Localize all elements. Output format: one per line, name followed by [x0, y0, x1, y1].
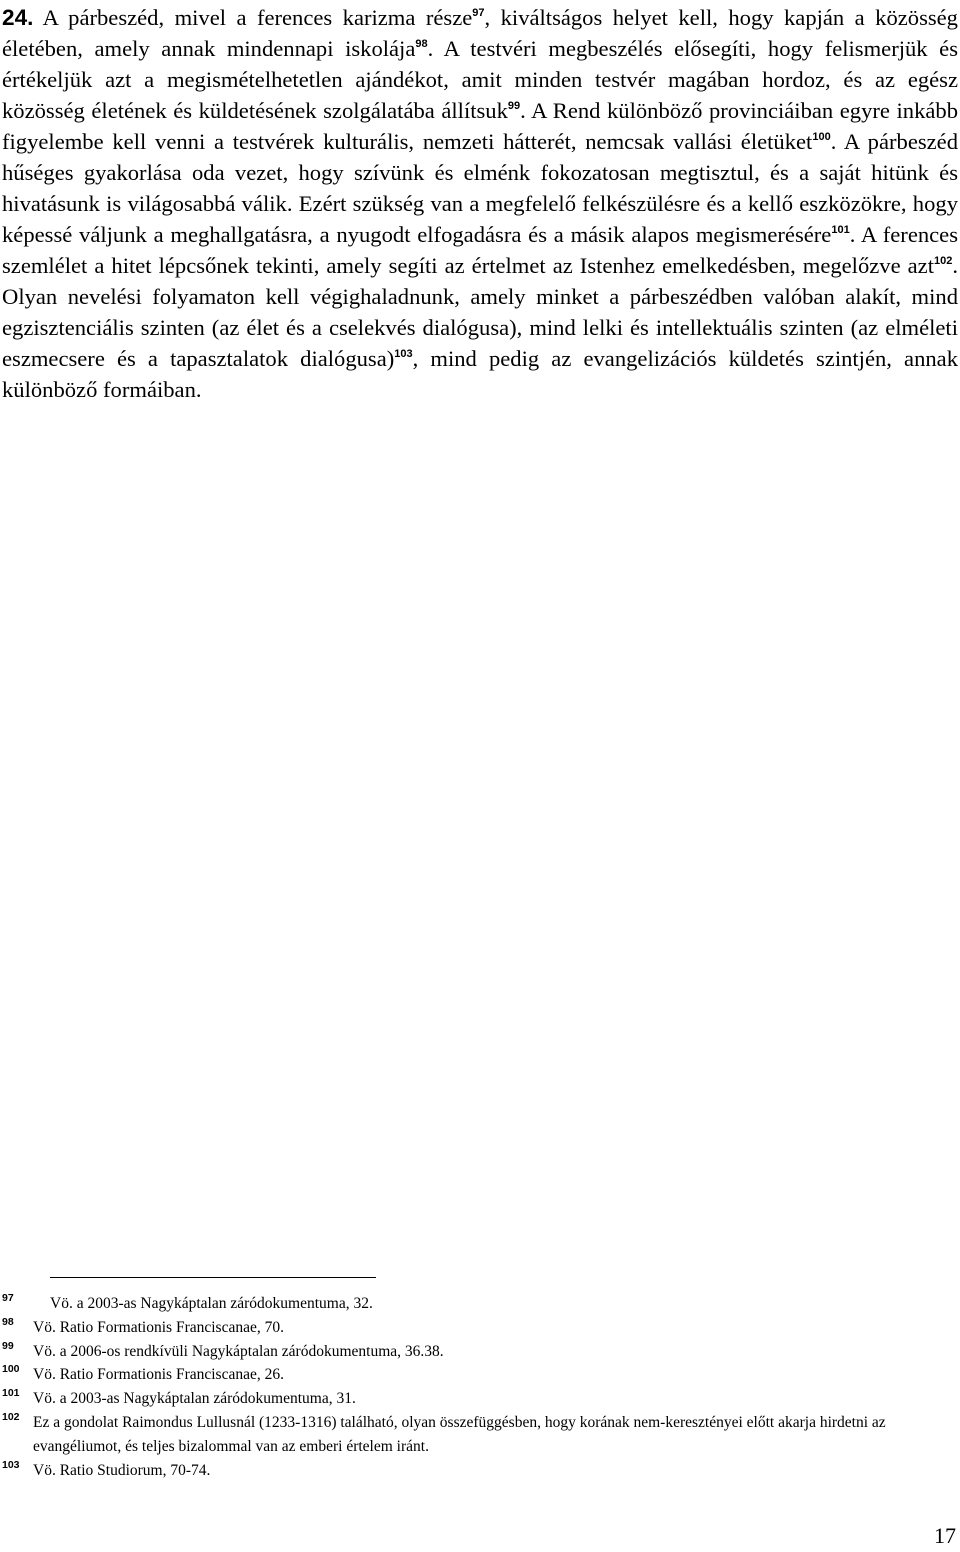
paragraph-text: A párbeszéd, mivel a ferences karizma része — [33, 5, 473, 30]
footnote-number: 100 — [2, 1363, 20, 1376]
footnote-ref-98[interactable]: 98 — [415, 38, 428, 50]
footnote-103 — [2, 1459, 958, 1483]
footnote-text: Ez a gondolat Raimondus Lullusnál (1233-1316) található, olyan összefüggésben, hogy korának nem-keresztényei előtt akarja hirdetni az evangéliumot, és teljes bizalommal van az emberi értelem iránt. — [33, 1413, 886, 1455]
footnote-separator — [50, 1277, 376, 1278]
footnote-ref-100[interactable]: 100 — [812, 131, 831, 143]
footnotes — [2, 1292, 958, 1482]
footnote-ref-102[interactable]: 102 — [933, 255, 953, 267]
paragraph-text: . A párbeszéd hűséges gyakorlása oda vezet, hogy szívünk és elménk fokozatosan megtisztul, és a saját hitünk és hivatásunk is világosabbá válik. Ezért szükség van a megfelelő felkészülésre és a kellő eszközökre, hogy képessé váljunk a meghallgatásra, a nyugodt elfogadásra és a másik alapos megismerésére — [2, 129, 959, 247]
footnote-ref-97[interactable]: 97 — [472, 7, 485, 19]
footnote-ref-101[interactable]: 101 — [831, 224, 850, 236]
footnote-ref-99[interactable]: 99 — [507, 100, 521, 112]
footnote-number: 98 — [2, 1315, 14, 1328]
paragraph-text: , mind pedig az evangelizációs küldetés szintjén, annak különböző formáiban. — [2, 346, 959, 402]
page-number: 17 — [934, 1523, 956, 1548]
footnote-number: 103 — [2, 1458, 20, 1471]
paragraph-text: . A Rend különböző provinciáiban egyre inkább figyelembe kell venni a testvérek kulturális, nemzeti hátterét, nemcsak vallási életüket — [2, 98, 958, 154]
footnote-99 — [2, 1340, 958, 1364]
footnote-text: Vö. Ratio Studiorum, 70-74. — [33, 1461, 211, 1479]
paragraph-text: . A ferences szemlélet a hitet lépcsőnek tekinti, amely segíti az értelmet az Istenhez emelkedésben, megelőzve azt — [2, 222, 958, 278]
paragraph-24 — [2, 2, 958, 405]
footnote-101 — [2, 1387, 958, 1411]
paragraph-text: . Olyan nevelési folyamaton kell végighaladnunk, amely minket a párbeszédben valóban alakít, mind egzisztenciális szinten (az élet és a cselekvés dialógusa), mind lelki és intellektuális szinten (az elméleti eszmecsere és a tapasztalatok dialógusa) — [2, 253, 958, 371]
paragraph-number: 24. — [2, 5, 34, 30]
footnote-number: 97 — [2, 1292, 14, 1304]
paragraph-text: , kiváltságos helyet kell, hogy kapján a közösség életében, amely annak mindennapi iskolája — [2, 5, 958, 61]
footnote-102 — [2, 1411, 958, 1459]
footnote-number: 101 — [2, 1387, 20, 1400]
paragraph-text: . A testvéri megbeszélés elősegíti, hogy felismerjük és értékeljük azt a megismételhetetlen ajándékot, amit minden testvér magában hordoz, és az egész közösség életének és küldetésének szolgálatába állítsuk — [2, 36, 958, 123]
footnote-text: Vö. a 2003-as Nagykáptalan záródokumentuma, 31. — [33, 1390, 356, 1408]
footnote-text: Vö. a 2003-as Nagykáptalan záródokumentuma, 32. — [50, 1295, 373, 1312]
footnote-100 — [2, 1363, 958, 1387]
footnote-text: Vö. Ratio Formationis Franciscanae, 26. — [33, 1366, 284, 1384]
footnote-text: Vö. a 2006-os rendkívüli Nagykáptalan záródokumentuma, 36.38. — [33, 1342, 444, 1360]
footnote-ref-103[interactable]: 103 — [394, 348, 413, 360]
footnote-number: 102 — [2, 1410, 20, 1423]
footnote-98 — [2, 1316, 958, 1340]
footnote-97 — [2, 1292, 958, 1316]
footnote-number: 99 — [2, 1339, 14, 1352]
footnote-text: Vö. Ratio Formationis Franciscanae, 70. — [33, 1318, 284, 1336]
